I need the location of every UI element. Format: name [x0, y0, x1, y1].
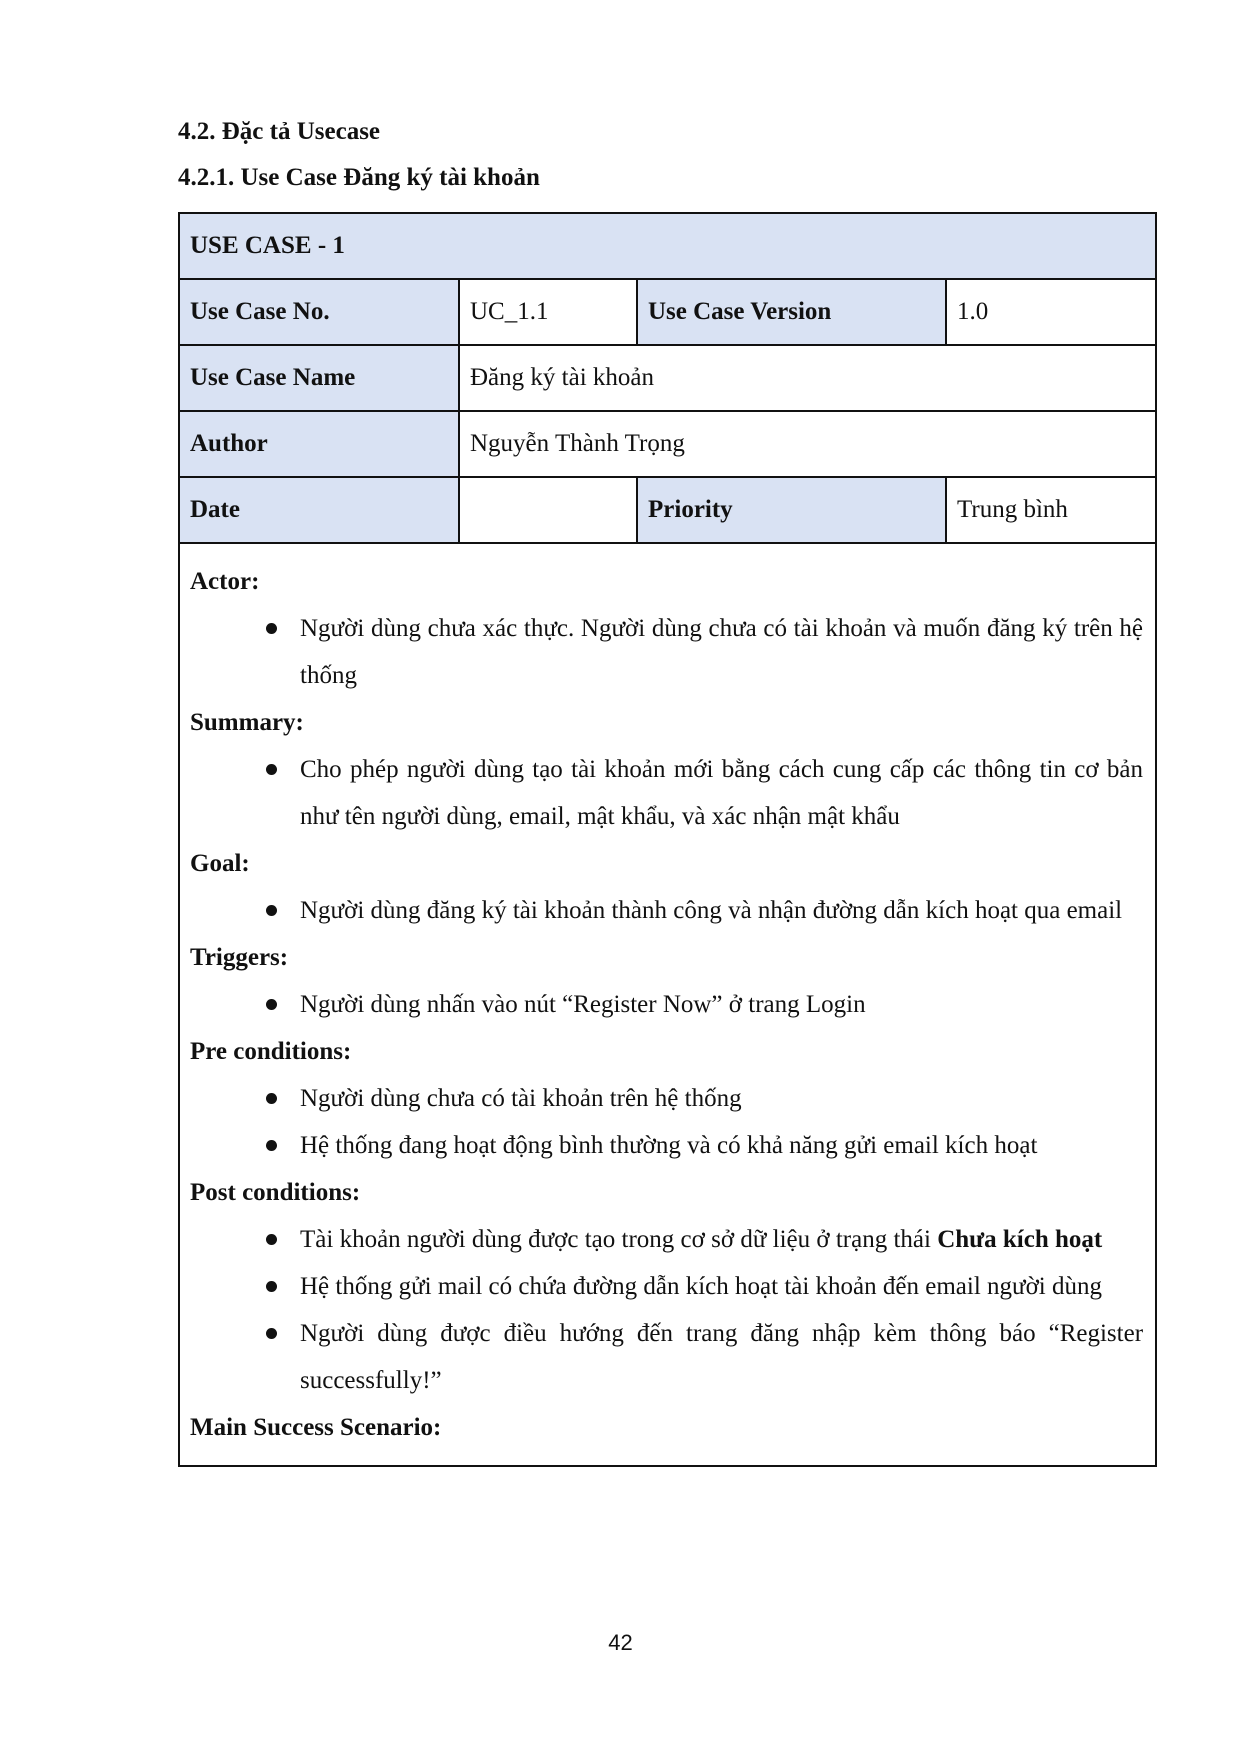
priority-value: Trung bình — [946, 477, 1156, 543]
page-number: 42 — [608, 1630, 633, 1655]
pre-conditions-list — [190, 1075, 1145, 1169]
date-label: Date — [179, 477, 459, 543]
post-conditions-list — [190, 1216, 1145, 1404]
use-case-table — [178, 212, 1157, 1467]
list-item: Hệ thống gửi mail có chứa đường dẫn kích hoạt tài khoản đến email người dùng — [190, 1263, 1145, 1310]
list-item — [190, 1216, 1145, 1263]
post-conditions-label: Post conditions: — [190, 1179, 361, 1206]
actor-list — [190, 605, 1145, 699]
pre-conditions-label: Pre conditions: — [190, 1038, 352, 1065]
status-bold-text: Chưa kích hoạt — [937, 1226, 1103, 1253]
use-case-name-value: Đăng ký tài khoản — [459, 345, 1156, 411]
author-label: Author — [179, 411, 459, 477]
goal-label: Goal: — [190, 850, 250, 877]
use-case-name-label: Use Case Name — [179, 345, 459, 411]
summary-list — [190, 746, 1145, 840]
use-case-details — [179, 543, 1156, 1466]
section-heading: 4.2. Đặc tả Usecase — [178, 118, 381, 145]
use-case-title: USE CASE - 1 — [179, 213, 1156, 279]
triggers-label: Triggers: — [190, 944, 289, 971]
summary-label: Summary: — [190, 709, 304, 736]
use-case-version-value: 1.0 — [946, 279, 1156, 345]
post-condition-text: Tài khoản người dùng được tạo trong cơ sở dữ liệu ở trạng thái — [300, 1226, 938, 1253]
list-item: Người dùng được điều hướng đến trang đăng nhập kèm thông báo “Register successfully!” — [190, 1310, 1145, 1404]
list-item: Người dùng chưa có tài khoản trên hệ thống — [190, 1075, 1145, 1122]
list-item: Người dùng chưa xác thực. Người dùng chưa có tài khoản và muốn đăng ký trên hệ thống — [190, 605, 1145, 699]
subsection-heading: 4.2.1. Use Case Đăng ký tài khoản — [178, 164, 540, 191]
list-item: Người dùng nhấn vào nút “Register Now” ở trang Login — [190, 981, 1145, 1028]
use-case-no-label: Use Case No. — [179, 279, 459, 345]
actor-label: Actor: — [190, 568, 260, 595]
date-value — [459, 477, 637, 543]
priority-label: Priority — [637, 477, 946, 543]
use-case-no-value: UC_1.1 — [459, 279, 637, 345]
main-success-scenario-label: Main Success Scenario: — [190, 1414, 442, 1441]
list-item: Cho phép người dùng tạo tài khoản mới bằng cách cung cấp các thông tin cơ bản như tên người dùng, email, mật khẩu, và xác nhận mật khẩu — [190, 746, 1145, 840]
triggers-list — [190, 981, 1145, 1028]
author-value: Nguyễn Thành Trọng — [459, 411, 1156, 477]
use-case-version-label: Use Case Version — [637, 279, 946, 345]
goal-list — [190, 887, 1145, 934]
list-item: Hệ thống đang hoạt động bình thường và có khả năng gửi email kích hoạt — [190, 1122, 1145, 1169]
list-item: Người dùng đăng ký tài khoản thành công và nhận đường dẫn kích hoạt qua email — [190, 887, 1145, 934]
